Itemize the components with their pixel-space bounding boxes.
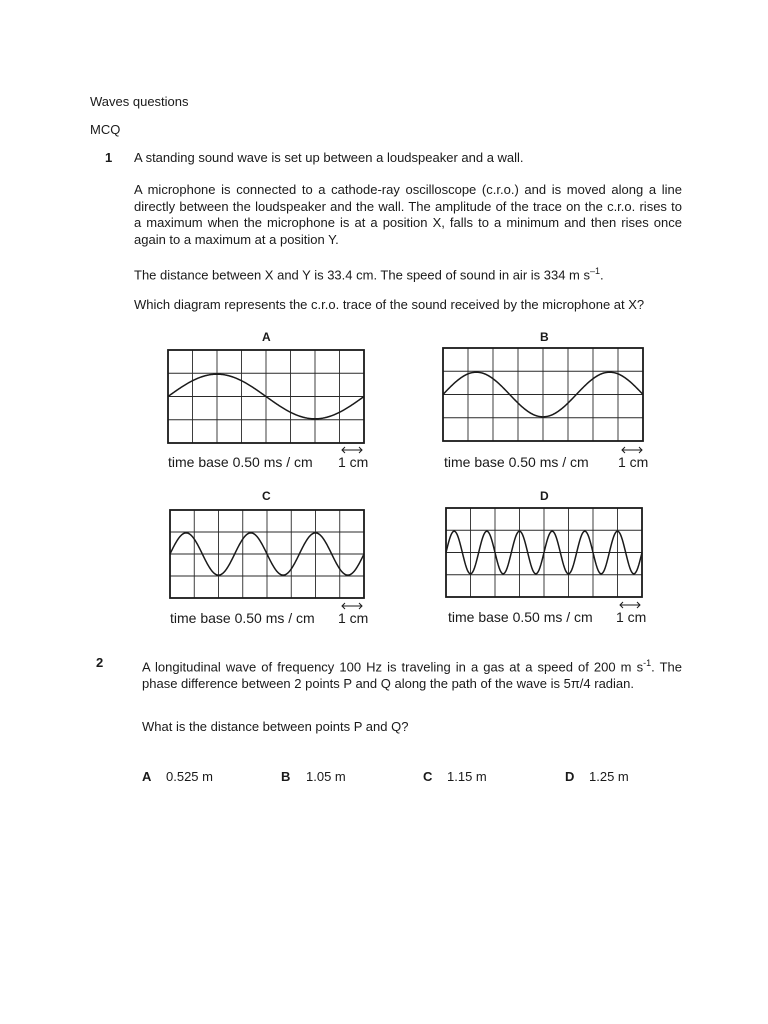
oscilloscope-screen xyxy=(443,348,643,441)
option-letter: C xyxy=(423,769,433,784)
scale-label: 1 cm xyxy=(338,454,369,470)
question-line: A longitudinal wave of frequency 100 Hz is traveling in a gas at a speed of 200 m s xyxy=(142,659,644,675)
question-paragraph: A microphone is connected to a cathode-ray oscilloscope (c.r.o.) and is moved along a line directly between the loudspeaker and the wall. The amplitude of the trace on the c.r.o. rises to a maximum when the microphone is at a position X, falls to a minimum and then rises once again to a maximum at a position Y. xyxy=(134,182,682,247)
double-arrow-icon xyxy=(340,602,364,610)
distance-text: The distance between X and Y is 33.4 cm. The speed of sound in air is 334 m s xyxy=(134,267,590,283)
timebase-label: time base 0.50 ms / cm xyxy=(168,454,313,470)
double-arrow-icon xyxy=(620,446,644,454)
sentence-end: . xyxy=(651,659,655,675)
oscilloscope-screen xyxy=(168,350,364,443)
scale-label: 1 cm xyxy=(338,610,369,626)
option-value: 1.25 m xyxy=(589,769,629,784)
question-number: 1 xyxy=(105,150,113,165)
question-prompt: What is the distance between points P and Q? xyxy=(142,719,409,734)
option-value: 0.525 m xyxy=(166,769,213,784)
question-intro: A standing sound wave is set up between a loudspeaker and a wall. xyxy=(134,150,524,165)
unit-exponent: –1 xyxy=(590,266,601,276)
sentence-end: . xyxy=(600,267,604,283)
section-label: MCQ xyxy=(90,122,121,137)
diagram-label: C xyxy=(262,489,271,503)
option-letter: D xyxy=(565,769,575,784)
timebase-label: time base 0.50 ms / cm xyxy=(448,609,593,625)
double-arrow-icon xyxy=(618,601,642,609)
option-letter: B xyxy=(281,769,291,784)
option-value: 1.15 m xyxy=(447,769,487,784)
question-number: 2 xyxy=(96,655,104,670)
timebase-label: time base 0.50 ms / cm xyxy=(170,610,315,626)
oscilloscope-screen xyxy=(170,510,364,598)
document-title: Waves questions xyxy=(90,94,189,109)
question-line: The phase difference between 2 points P and Q along the path of the wave is 5π/4 radian. xyxy=(142,659,682,691)
question-distance-text xyxy=(134,263,682,284)
unit-exponent: -1 xyxy=(643,658,652,668)
diagram-label: B xyxy=(540,330,549,344)
diagram-label: A xyxy=(262,330,271,344)
option-letter: A xyxy=(142,769,152,784)
question-prompt: Which diagram represents the c.r.o. trace of the sound received by the microphone at X? xyxy=(134,297,645,312)
scale-label: 1 cm xyxy=(616,609,647,625)
question-text xyxy=(142,655,682,692)
option-value: 1.05 m xyxy=(306,769,346,784)
diagram-label: D xyxy=(540,489,549,503)
scale-label: 1 cm xyxy=(618,454,649,470)
oscilloscope-screen xyxy=(446,508,642,597)
timebase-label: time base 0.50 ms / cm xyxy=(444,454,589,470)
double-arrow-icon xyxy=(340,446,364,454)
